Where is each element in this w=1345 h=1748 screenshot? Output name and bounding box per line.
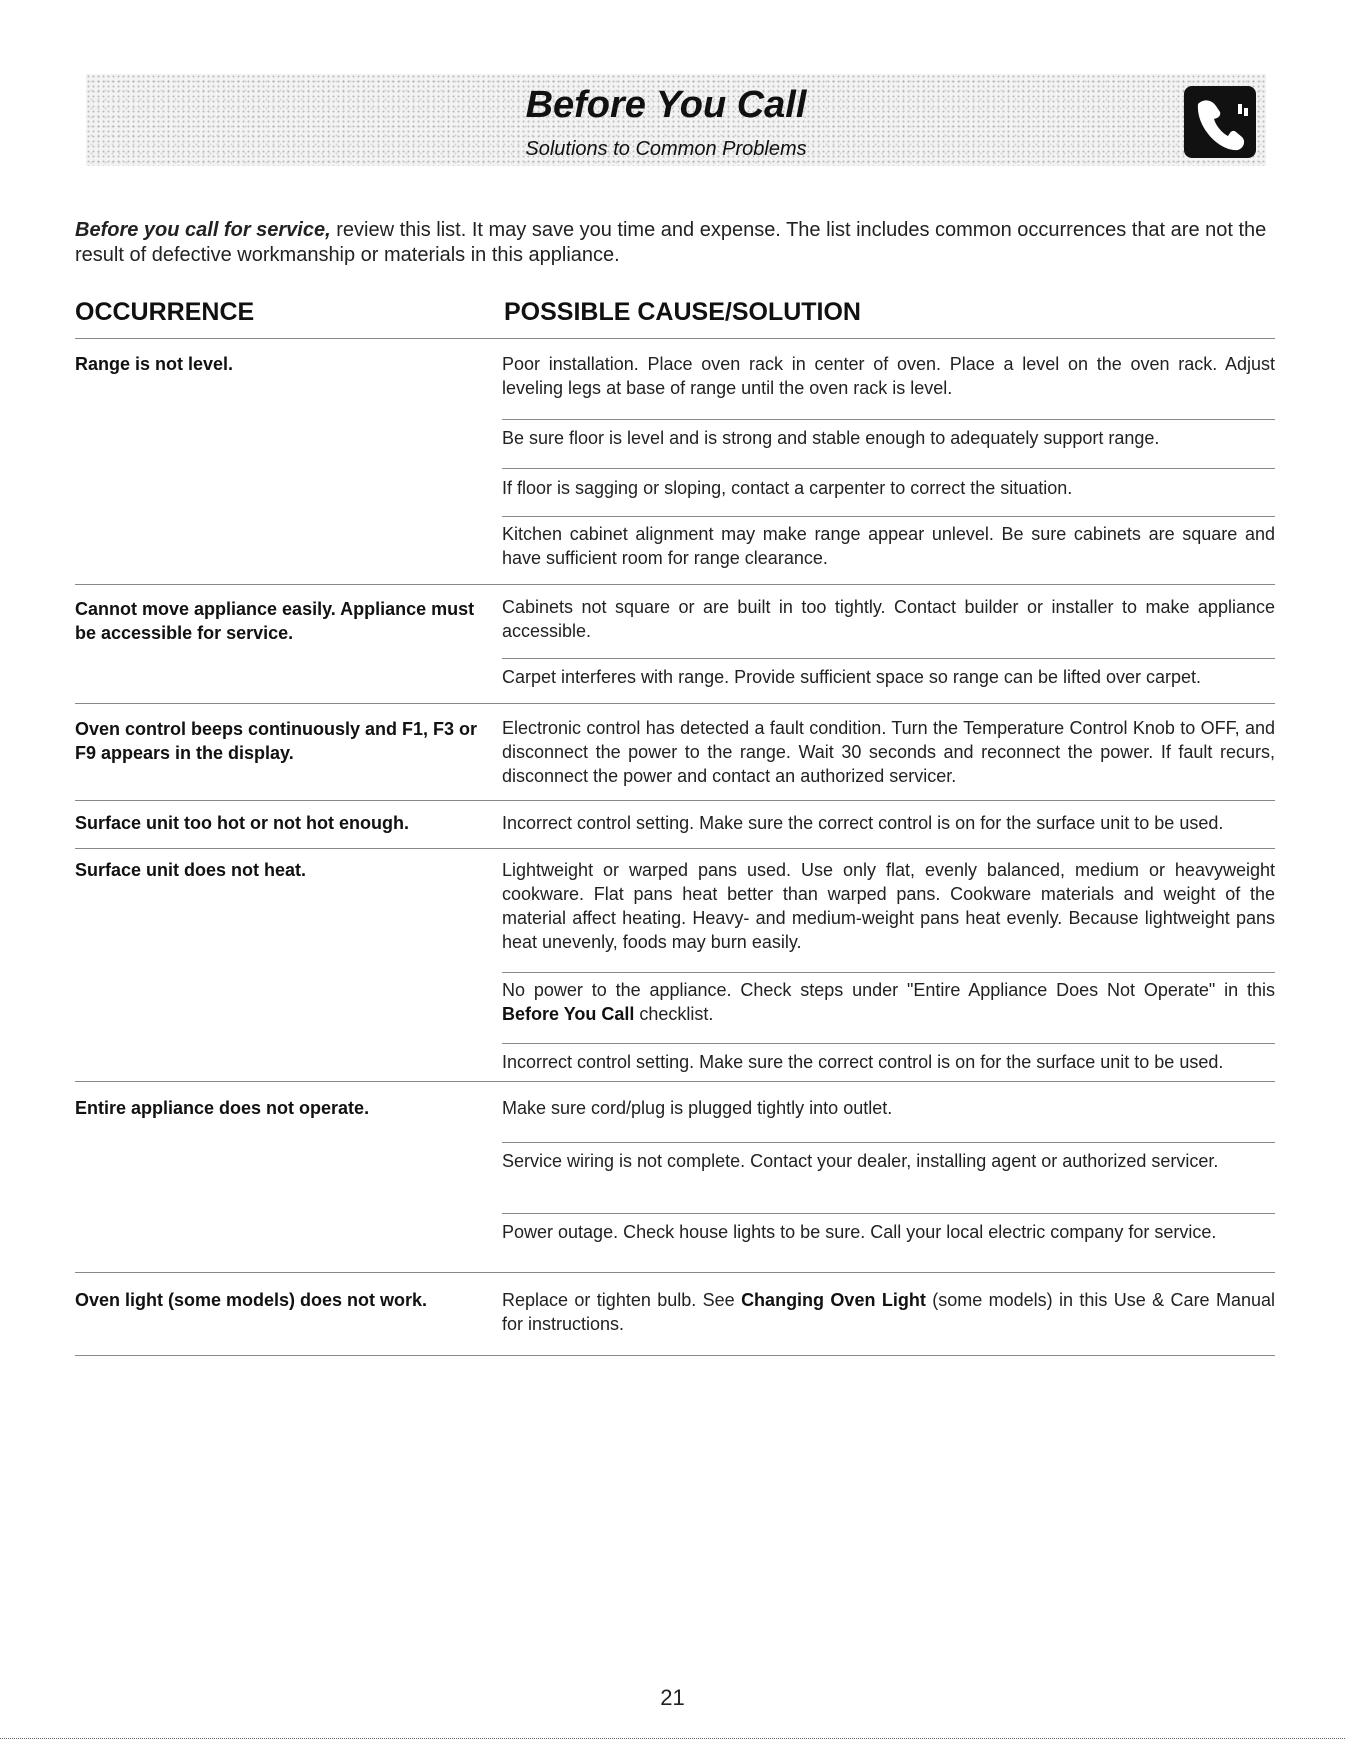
solution-text: Incorrect control setting. Make sure the correct control is on for the surface unit to be used. [502,1052,1224,1072]
solution-emphasis: Changing Oven Light [741,1290,926,1310]
row-divider [75,584,1275,585]
solution-text: Be sure floor is level and is strong and stable enough to adequately support range. [502,428,1160,448]
intro-paragraph [75,218,1275,268]
solution-text: Kitchen cabinet alignment may make range appear unlevel. Be sure cabinets are square and have sufficient room for range clearance. [502,524,1275,568]
solution-text [502,978,1275,1026]
solution-text-part: Replace or tighten bulb. See [502,1290,742,1310]
solution-text: Lightweight or warped pans used. Use only flat, evenly balanced, medium or heavyweight cookware. Flat pans heat better than warped pans. Cookware materials and weight of the material affect heating. Heavy- and medium-weight pans heat evenly. Because lightweight pans heat unevenly, foods may burn easily. [502,860,1275,952]
row-divider [75,1355,1275,1356]
page-subtitle: Solutions to Common Problems [525,138,807,160]
solution-text-part: (some models) in this Use & Care Manual for instructions. [502,1290,1275,1334]
solution-text-part: checklist. [634,1004,714,1024]
solution-text-part: No power to the appliance. Check steps under "Entire Appliance Does Not Operate" in this [502,980,1275,1000]
row-divider [502,1142,1275,1143]
row-divider [502,658,1275,659]
phone-icon [1184,86,1256,158]
occurrence-label: Oven light (some models) does not work. [75,1290,428,1310]
column-header-occurrence: OCCURRENCE [75,298,255,326]
solution-text: Electronic control has detected a fault condition. Turn the Temperature Control Knob to OFF, and disconnect the power to the range. Wait 30 seconds and reconnect the power. If fault recurs, disconnect the power and contact an authorized servicer. [502,718,1275,786]
row-divider [502,516,1275,517]
solution-emphasis: Before You Call [502,1004,635,1024]
solution-text: Carpet interferes with range. Provide sufficient space so range can be lifted over carpet. [502,667,1202,687]
solution-text: If floor is sagging or sloping, contact a carpenter to correct the situation. [502,478,1073,498]
row-divider [75,338,1275,339]
row-divider [75,1081,1275,1082]
occurrence-label: Oven control beeps continuously and F1, F3 or F9 appears in the display. [75,719,478,763]
row-divider [502,972,1275,973]
page-title: Before You Call [525,84,807,126]
solution-text [502,1288,1275,1336]
occurrence-label: Entire appliance does not operate. [75,1098,370,1118]
page-number: 21 [660,1685,685,1710]
row-divider [75,800,1275,801]
row-divider [502,1213,1275,1214]
solution-text: Power outage. Check house lights to be sure. Call your local electric company for service. [502,1222,1217,1242]
occurrence-label: Range is not level. [75,354,234,374]
occurrence-label: Surface unit too hot or not hot enough. [75,813,409,833]
row-divider [502,419,1275,420]
intro-text: review this list. It may save you time and expense. The list includes common occurrences that are not the result of defective workmanship or materials in this appliance. [75,219,1267,266]
solution-text: Cabinets not square or are built in too tightly. Contact builder or installer to make appliance accessible. [502,597,1275,641]
row-divider [75,1272,1275,1273]
row-divider [502,468,1275,469]
header-banner [86,74,1266,166]
intro-lead: Before you call for service, [75,219,331,241]
row-divider [502,1043,1275,1044]
solution-text: Poor installation. Place oven rack in center of oven. Place a level on the oven rack. Adjust leveling legs at base of range until the oven rack is level. [502,354,1275,398]
row-divider [75,703,1275,704]
solution-text: Incorrect control setting. Make sure the correct control is on for the surface unit to be used. [502,813,1224,833]
solution-text: Make sure cord/plug is plugged tightly into outlet. [502,1098,893,1118]
bottom-border [0,1738,1345,1742]
row-divider [75,848,1275,849]
occurrence-label: Surface unit does not heat. [75,860,307,880]
column-header-cause: POSSIBLE CAUSE/SOLUTION [504,298,861,326]
solution-text: Service wiring is not complete. Contact your dealer, installing agent or authorized servicer. [502,1151,1219,1171]
occurrence-label: Cannot move appliance easily. Appliance must be accessible for service. [75,599,475,643]
